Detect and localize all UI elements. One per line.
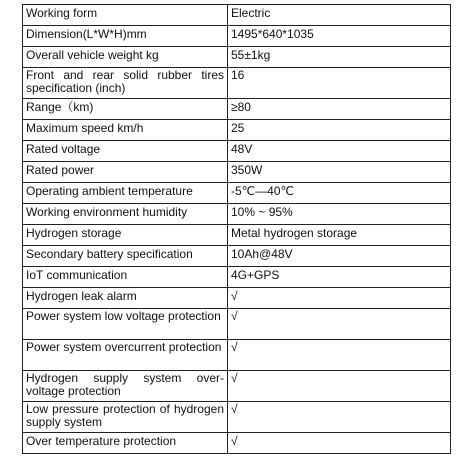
table-row xyxy=(23,371,451,402)
spec-value-cell: 1495*640*1035 xyxy=(228,26,451,47)
spec-value-cell: 350W xyxy=(228,162,451,183)
spec-parameter-cell: Working environment humidity xyxy=(23,204,228,225)
spec-parameter-cell: IoT communication xyxy=(23,267,228,288)
table-row xyxy=(23,246,451,267)
table-row xyxy=(23,288,451,309)
spec-value-cell: √ xyxy=(228,309,451,340)
spec-value-cell: 55±1kg xyxy=(228,47,451,68)
spec-value-cell: 48V xyxy=(228,141,451,162)
spec-value-cell: √ xyxy=(228,402,451,433)
spec-value-cell: 10Ah@48V xyxy=(228,246,451,267)
spec-parameter-cell: Hydrogen storage xyxy=(23,225,228,246)
spec-value-cell: Metal hydrogen storage xyxy=(228,225,451,246)
spec-value-cell: 16 xyxy=(228,68,451,99)
spec-parameter-cell: Operating ambient temperature xyxy=(23,183,228,204)
spec-value-cell: ≥80 xyxy=(228,99,451,120)
table-row xyxy=(23,47,451,68)
spec-value-cell: √ xyxy=(228,340,451,371)
spec-parameter-cell: Low pressure protection of hydrogen supply system xyxy=(23,402,228,433)
spec-value-cell: -5℃—40℃ xyxy=(228,183,451,204)
spec-value-cell: √ xyxy=(228,433,451,454)
table-row xyxy=(23,267,451,288)
spec-parameter-cell: Rated power xyxy=(23,162,228,183)
spec-parameter-cell: Maximum speed km/h xyxy=(23,120,228,141)
spec-value-cell: 4G+GPS xyxy=(228,267,451,288)
spec-parameter-cell: Secondary battery specification xyxy=(23,246,228,267)
table-row xyxy=(23,204,451,225)
table-row xyxy=(23,183,451,204)
table-row xyxy=(23,141,451,162)
spec-value-cell: √ xyxy=(228,371,451,402)
spec-parameter-cell: Dimension(L*W*H)mm xyxy=(23,26,228,47)
spec-value-cell: 25 xyxy=(228,120,451,141)
table-row xyxy=(23,120,451,141)
spec-parameter-cell: Hydrogen leak alarm xyxy=(23,288,228,309)
table-row xyxy=(23,340,451,371)
table-row xyxy=(23,5,451,26)
table-row xyxy=(23,433,451,454)
spec-value-cell: 10% ~ 95% xyxy=(228,204,451,225)
table-row xyxy=(23,309,451,340)
spec-parameter-cell: Range（km) xyxy=(23,99,228,120)
spec-parameter-cell: Working form xyxy=(23,5,228,26)
table-row xyxy=(23,68,451,99)
spec-table xyxy=(22,4,451,454)
spec-parameter-cell: Rated voltage xyxy=(23,141,228,162)
spec-parameter-cell: Power system overcurrent protection xyxy=(23,340,228,371)
table-row xyxy=(23,225,451,246)
spec-parameter-cell: Overall vehicle weight kg xyxy=(23,47,228,68)
table-row xyxy=(23,26,451,47)
spec-table-body xyxy=(23,5,451,454)
spec-value-cell: Electric xyxy=(228,5,451,26)
table-row xyxy=(23,99,451,120)
table-row xyxy=(23,402,451,433)
spec-parameter-cell: Power system low voltage protection xyxy=(23,309,228,340)
spec-parameter-cell: Hydrogen supply system over-voltage protection xyxy=(23,371,228,402)
table-row xyxy=(23,162,451,183)
spec-parameter-cell: Front and rear solid rubber tires specification (inch) xyxy=(23,68,228,99)
spec-parameter-cell: Over temperature protection xyxy=(23,433,228,454)
spec-value-cell: √ xyxy=(228,288,451,309)
